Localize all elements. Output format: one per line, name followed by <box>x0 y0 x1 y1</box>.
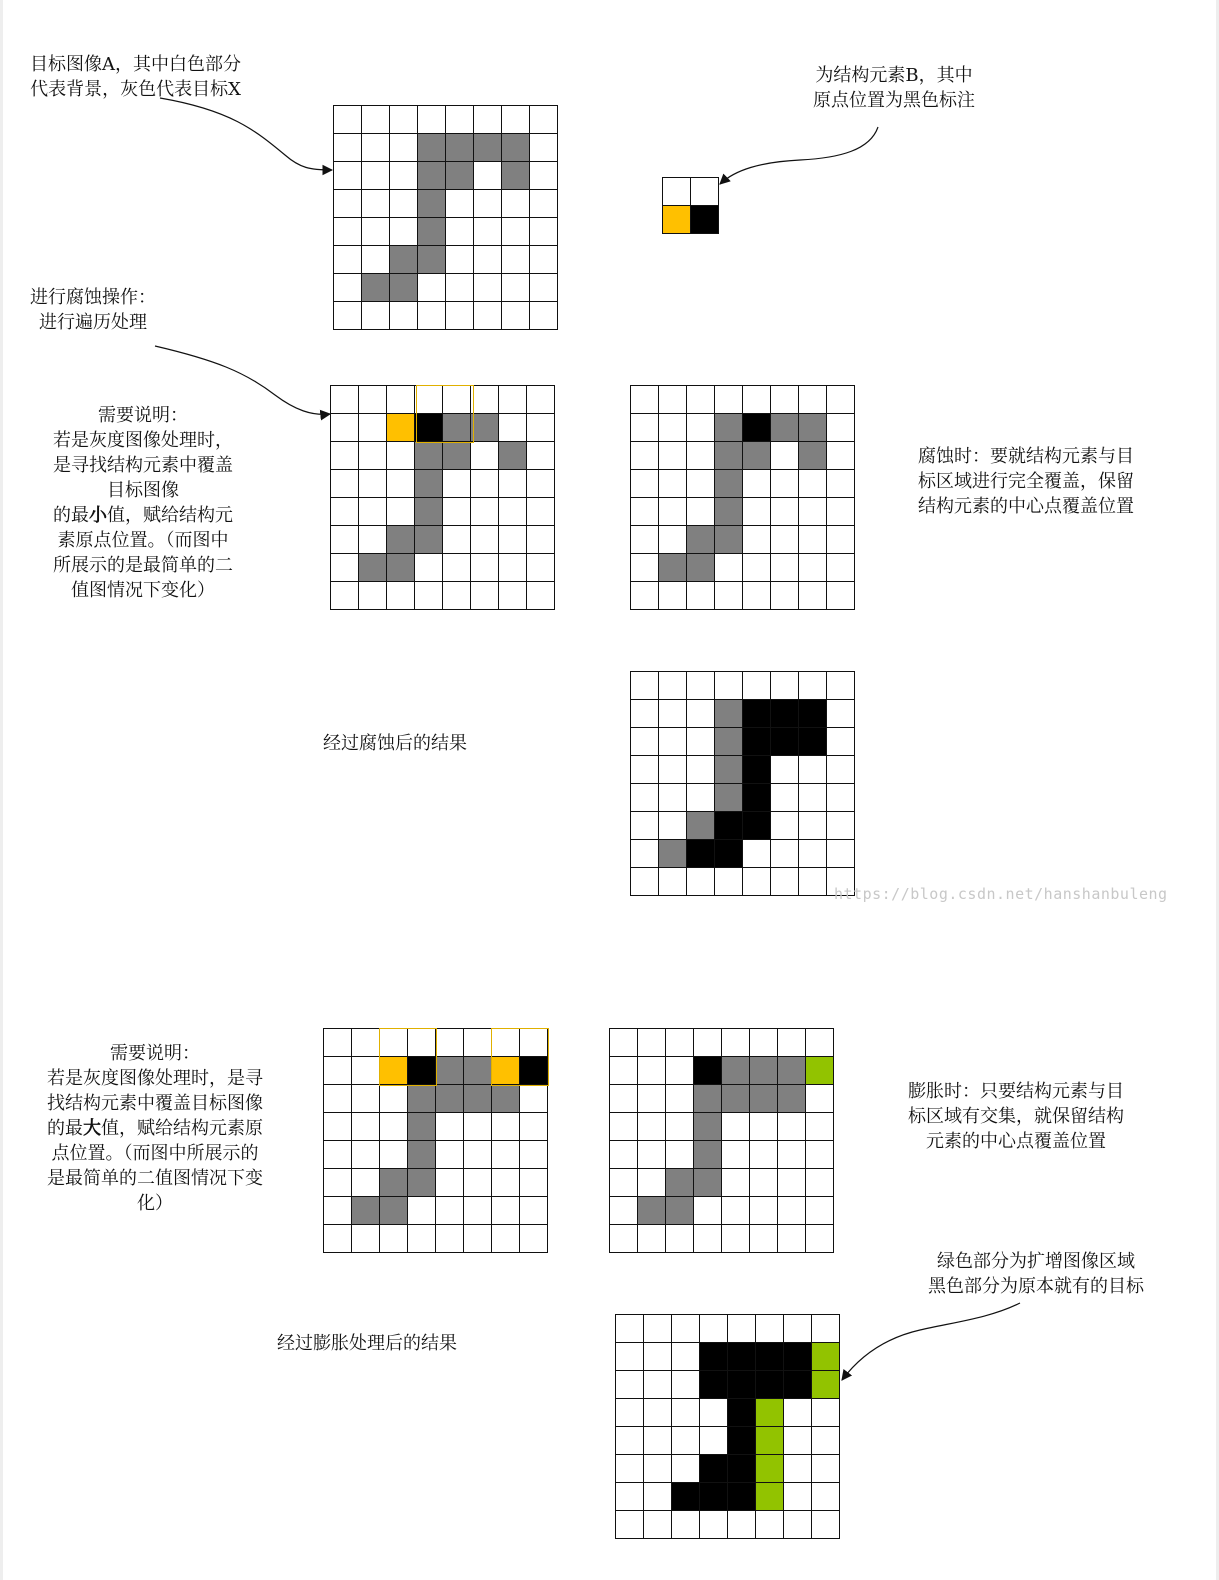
label-erosion-op: 进行腐蚀操作： 进行遍历处理 <box>30 287 156 333</box>
arrow-to-erosion-step <box>155 346 330 414</box>
watermark: https://blog.csdn.net/hanshanbuleng <box>834 885 1168 903</box>
label-dilation-result: 经过膨胀处理后的结果 <box>277 1333 457 1354</box>
label-erosion-rule: 腐蚀时：要就结构元素与目 标区域进行完全覆盖，保留 结构元素的中心点覆盖位置 <box>918 446 1134 517</box>
arrow-to-image-a <box>160 98 332 170</box>
arrow-to-dilation-green <box>842 1303 1020 1380</box>
note-max-text-pre: 需要说明： 若是灰度图像处理时，是寻 找结构元素中覆盖目标图像 的最 <box>47 1043 263 1139</box>
note-max-keyword: 大 <box>83 1118 101 1139</box>
arrow-to-element-b <box>720 127 878 184</box>
note-max-text-post: 值，赋给结构元素原 点位置。（而图中所展示的 是最简单的二值图情况下变 化） <box>47 1118 263 1214</box>
label-erosion-result: 经过腐蚀后的结果 <box>323 733 467 754</box>
note-min-text-pre: 需要说明： 若是灰度图像处理时， 是寻找结构元素中覆盖 目标图像 的最 <box>53 405 233 526</box>
note-min-keyword: 小 <box>89 505 107 526</box>
note-min-text-post: 值，赋给结构元 素原点位置。（而图中 所展示的是最简单的二 值图情况下变化） <box>53 505 233 601</box>
label-dilation-legend: 绿色部分为扩增图像区域 黑色部分为原本就有的目标 <box>928 1251 1144 1297</box>
label-image-a: 目标图像A，其中白色部分 代表背景，灰色代表目标X <box>30 54 241 100</box>
label-dilation-rule: 膨胀时：只要结构元素与目 标区域有交集，就保留结构 元素的中心点覆盖位置 <box>908 1081 1124 1152</box>
label-element-b: 为结构元素B，其中 原点位置为黑色标注 <box>813 65 975 111</box>
